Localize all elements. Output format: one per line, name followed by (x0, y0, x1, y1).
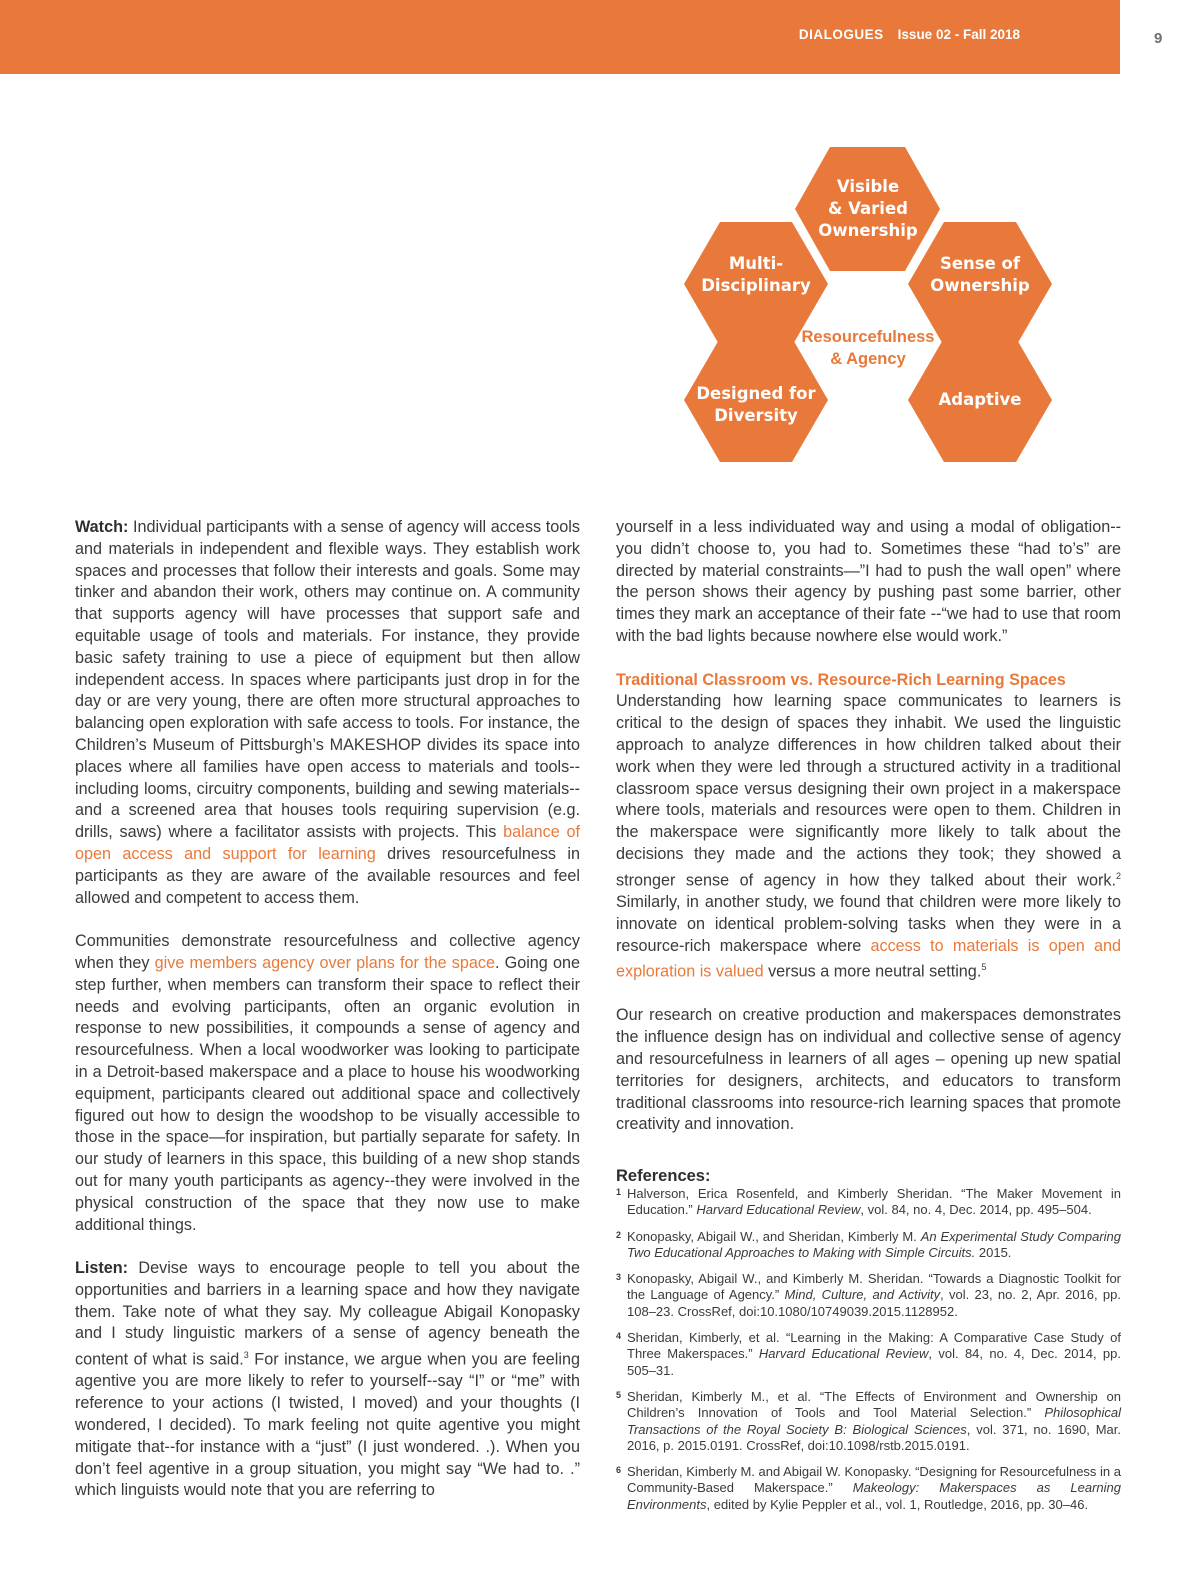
reference-details: , vol. 23, no. 2, Apr. 2016, pp. 108–23. CrossRef, doi:10.1080/10749039.2015.1128952. (627, 1287, 1121, 1319)
classroom-text-mid: Similarly, in another study, we found that children were more likely to innovate on identical problem-solving tasks when they were in a resource-rich makerspace where (616, 892, 1121, 955)
highlight-text: access to materials is open and exploration is valued (616, 936, 1121, 981)
reference-number: 1 (616, 1187, 622, 1197)
footnote-marker: 5 (981, 962, 987, 973)
diagram-center-label: Resourcefulness & Agency (801, 328, 935, 368)
reference-text: Sheridan, Kimberly M. and Abigail W. Konopasky. “Designing for Resourcefulness in a Community-Based Makerspace.” (627, 1464, 1122, 1496)
hex-label-designed-for-diversity: Designed for Diversity (696, 384, 816, 425)
reference-item (616, 1464, 1121, 1513)
issue-label: Issue 02 - Fall 2018 (897, 27, 1020, 42)
watch-paragraph (75, 517, 580, 909)
right-column (616, 517, 1121, 1158)
research-paragraph: Our research on creative production and makerspaces demonstrates the influence design has on individual and collective sense of agency and resourcefulness in learners of all ages – opening up new spatial territories for designers, architects, and educators to transform traditional classrooms into resource-rich learning spaces that promote creativity and innovation. (616, 1006, 1121, 1134)
reference-source: Makeology: Makerspaces as Learning Environments (627, 1480, 1121, 1512)
communities-paragraph (75, 931, 580, 1236)
highlight-text: give members agency over plans for the space (154, 953, 495, 972)
magazine-name: DIALOGUES (798, 27, 884, 42)
reference-source: Philosophical Transactions of the Royal Society B: Biological Sciences (627, 1405, 1121, 1437)
footnote-marker: 3 (243, 1350, 249, 1361)
reference-details: , vol. 84, no. 4, Dec. 2014, pp. 505–31. (627, 1346, 1121, 1378)
reference-item (616, 1330, 1121, 1379)
page-number: 9 (1154, 30, 1163, 47)
reference-number: 3 (616, 1272, 622, 1283)
watch-label: Watch: (75, 518, 129, 536)
listen-text: Devise ways to encourage people to tell you about the opportunities and barriers in a learning space and how they navigate them. Take note of what they say. My colleague Abigail Konopasky and I study linguistic markers of a sense of agency beneath the content of what is said. (75, 1259, 580, 1369)
reference-number: 4 (616, 1331, 622, 1342)
reference-text: Sheridan, Kimberly M., et al. “The Effects of Environment and Ownership on Children’s Innovation of Tools and Tool Material Selection.” (627, 1388, 1121, 1421)
section-heading: Traditional Classroom vs. Resource-Rich Learning Spaces (616, 670, 1066, 689)
hex-label-visible-varied: Visible & Varied Ownership (818, 177, 918, 240)
highlight-text: balance of open access and support for learning (75, 823, 580, 863)
listen-paragraph (75, 1258, 580, 1502)
reference-text: Konopasky, Abigail W., and Kimberly M. Sheridan. “Towards a Diagnostic Toolkit for the Language of Agency.” (627, 1271, 1121, 1303)
reference-source: An Experimental Study Comparing Two Educational Approaches to Making with Simple Circuits. (627, 1228, 1121, 1260)
reference-source: Harvard Educational Review (758, 1346, 929, 1362)
watch-text-end: drives resourcefulness in participants as they are aware of the available resources and feel allowed and competent to access them. (75, 844, 580, 907)
header-text (799, 27, 1020, 42)
reference-details: 2015. (975, 1244, 1012, 1260)
reference-item (616, 1271, 1121, 1320)
reference-number: 2 (616, 1229, 622, 1240)
header-band (0, 0, 1120, 74)
watch-text: Individual participants with a sense of agency will access tools and materials in independent and flexible ways. They establish work spaces and processes that follow their interests and goals. Some may tinker and abandon their work, others may continue on. A community that supports agency will have processes that support safe and equitable usage of tools and materials. For instance, they provide basic safety training to use a piece of equipment but then allow independent access. In spaces where participants just drop in for the day or are very young, there are often more structural approaches to balancing open exploration with safe access to tools. For instance, the Children’s Museum of Pittsburgh’s MAKESHOP divides its space into places where all families have open access to materials and tools--including looms, circuitry components, building and sewing materials--and a screened area that houses tools requiring supervision (e.g. drills, saws) where a facilitator assists with projects. This (75, 518, 580, 842)
reference-details: , vol. 84, no. 4, Dec. 2014, pp. 495–504. (860, 1202, 1092, 1218)
references-title: References: (616, 1167, 711, 1185)
communities-text: Communities demonstrate resourcefulness and collective agency when they (75, 932, 580, 972)
footnote-marker: 2 (1115, 870, 1121, 881)
communities-text-end: . Going one step further, when members can transform their space to reflect their needs and evolving participants, often an organic evolution in response to new possibilities, it compounds a sense of agency and resourcefulness. When a local woodworker was looking to participate in a Detroit-based makerspace and a place to house his woodworking equipment, participants cleared out additional space and collectively figured out how to design the woodshop to be visually accessible to those in the space—for inspiration, but partially separate for safety. In our study of learners in this space, this building of a new shop stands out for many youth participants as agency--they were involved in the physical construction of the space that they now use to make additional things. (75, 953, 580, 1234)
hex-label-adaptive: Adaptive (938, 390, 1022, 409)
continued-paragraph: yourself in a less individuated way and using a modal of obligation--you didn’t choose to, you had to. Sometimes these “had to’s” are directed by material constraints—”I had to push the wall open” where the person shows their agency by pushing past some barrier, other times they mark an acceptance of their fate --“we had to use that room with the bad lights because nowhere else would work.” (616, 518, 1121, 645)
reference-source: Mind, Culture, and Activity (784, 1287, 941, 1303)
reference-source: Harvard Educational Review (696, 1202, 861, 1218)
reference-item (616, 1389, 1121, 1454)
reference-details: , edited by Kylie Peppler et al., vol. 1, Routledge, 2016, pp. 30–46. (706, 1496, 1089, 1512)
references-section (616, 1166, 1121, 1523)
hex-label-sense-of-ownership: Sense of Ownership (930, 254, 1030, 295)
reference-number: 5 (616, 1389, 622, 1400)
reference-text: Konopasky, Abigail W., and Sheridan, Kimberly M. (627, 1228, 921, 1244)
listen-label: Listen: (75, 1259, 129, 1278)
reference-text: Halverson, Erica Rosenfeld, and Kimberly Sheridan. “The Maker Movement in Education.” (627, 1186, 1121, 1218)
reference-item (616, 1229, 1121, 1262)
classroom-text: Understanding how learning space communicates to learners is critical to the design of spaces they inhabit. We used the linguistic approach to analyze differences in how children talked about their work when they were led through a structured activity in a traditional classroom space versus designing their own project in a makerspace where tools, materials and resources were open to them. Children in the makerspace were significantly more likely to talk about the decisions they made and the actions they took; they showed a stronger sense of agency in how they talked about their work. (616, 692, 1121, 890)
reference-details: , vol. 371, no. 1690, Mar. 2016, p. 2015.0191. CrossRef, doi:10.1098/rstb.2015.0191. (627, 1421, 1121, 1453)
reference-text: Sheridan, Kimberly, et al. “Learning in the Making: A Comparative Case Study of Three Makerspaces.” (627, 1330, 1121, 1362)
hex-label-multi-disciplinary: Multi- Disciplinary (701, 254, 811, 295)
classroom-section (616, 670, 1121, 984)
listen-text-end: For instance, we argue when you are feeling agentive you are more likely to refer to yourself--say “I” or “me” with reference to your actions (I twisted, I moved) and your thoughts (I wondered, I decided). To mark feeling not quite agentive you might mitigate that--for instance with a “just” (I just wondered. .). When you don’t feel agentive in a group situation, you might say “We had to. .” which linguists would note that you are referring to (75, 1350, 580, 1500)
reference-number: 6 (616, 1465, 622, 1476)
left-column (75, 517, 580, 1524)
reference-item (616, 1186, 1121, 1219)
classroom-text-end: versus a more neutral setting. (763, 962, 982, 981)
